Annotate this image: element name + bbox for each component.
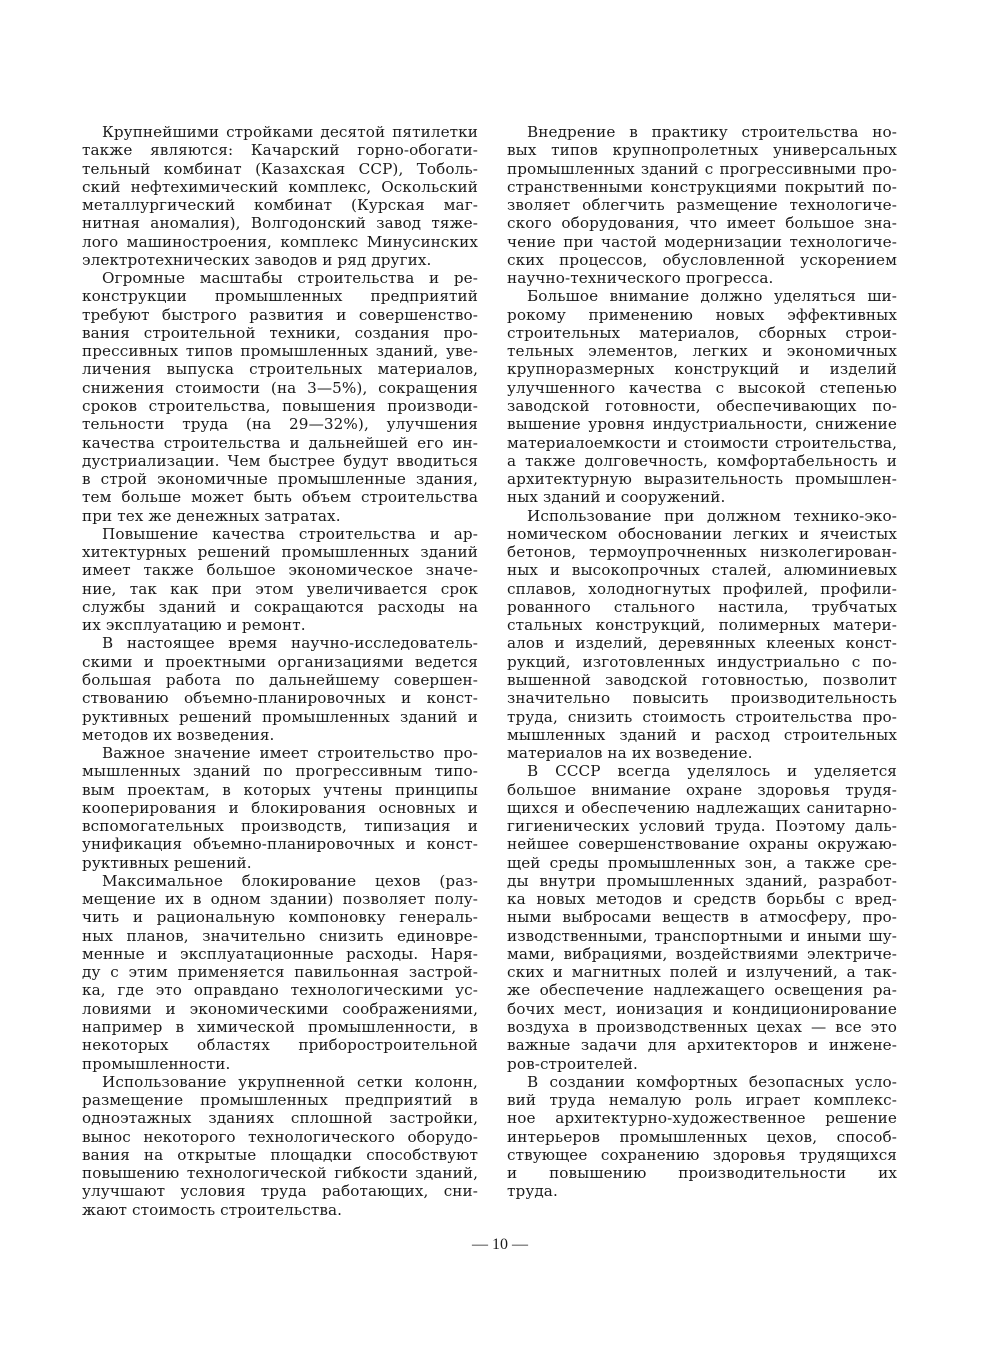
text-line: ловиями и экономическими соображениями,	[82, 999, 478, 1018]
text-line: чить и рациональную компоновку генераль-	[82, 908, 478, 927]
paragraph	[507, 123, 897, 287]
text-line: строительных материалов, сборных строи-	[507, 323, 897, 342]
paragraph	[507, 762, 897, 1073]
text-line: руктивных решений промышленных зданий и	[82, 707, 478, 726]
paragraph	[507, 287, 897, 506]
paragraph	[82, 872, 478, 1073]
text-line: номическом обосновании легких и ячеистых	[507, 524, 897, 543]
text-line: в строй экономичные промышленные здания,	[82, 470, 478, 489]
text-line: Внедрение в практику строительства но-	[527, 123, 897, 141]
text-line: В настоящее время научно-исследователь-	[102, 634, 478, 653]
text-line: же обеспечение надлежащего освещения ра-	[507, 981, 897, 1000]
text-line: менные и эксплуатационные расходы. Наря-	[82, 944, 478, 963]
text-line: архитектурную выразительность промышлен-	[507, 470, 897, 489]
text-line: вспомогательных производств, типизация и	[82, 817, 478, 836]
text-line: ное архитектурно-художественное решение	[507, 1109, 897, 1128]
text-line: также являются: Качарский горно-обогати-	[82, 141, 478, 160]
text-line: рокому применению новых эффективных	[507, 305, 897, 324]
text-line: тельный комбинат (Казахская ССР), Тоболь-	[82, 159, 478, 178]
text-line: качества строительства и дальнейшей его ин-	[82, 433, 478, 452]
text-line: нитная аномалия), Волгодонский завод тяже-	[82, 214, 478, 233]
text-line: гигиенических условий труда. Поэтому даль-	[507, 817, 897, 836]
text-line: воздуха в производственных цехах — все это	[507, 1018, 897, 1037]
page-number: — 10 —	[472, 1236, 528, 1253]
text-line: электротехнических заводов и ряд других.	[82, 250, 432, 269]
text-line: личения выпуска строительных материалов,	[82, 360, 478, 379]
text-line: щихся и обеспечению надлежащих санитарно-	[507, 798, 897, 817]
text-line: службы зданий и сокращаются расходы на	[82, 597, 478, 616]
text-line: тельности труда (на 29—32%), улучшения	[82, 415, 478, 434]
text-line: ду с этим применяется павильонная застрой-	[82, 963, 478, 982]
text-line: ских процессов, обусловленной ускорением	[507, 250, 897, 269]
text-line: тем больше может быть объем строительства	[82, 488, 478, 507]
text-line: ствованию объемно-планировочных и конст-	[82, 689, 478, 708]
text-line: ский нефтехимический комплекс, Оскольский	[82, 177, 478, 196]
text-line: Повышение качества строительства и ар-	[102, 524, 478, 543]
paragraph	[82, 269, 478, 525]
text-line: сплавов, холодногнутых профилей, профили-	[507, 579, 897, 598]
paragraph	[82, 525, 478, 635]
text-line: вынос некоторого технологического оборудо-	[82, 1127, 478, 1146]
text-line: вий труда немалую роль играет комплекс-	[507, 1091, 897, 1110]
text-line: чение при частой модернизации технологиче-	[507, 232, 897, 251]
text-line: при тех же денежных затратах.	[82, 506, 341, 525]
text-line: размещение промышленных предприятий в	[82, 1091, 478, 1110]
text-line: их эксплуатацию и ремонт.	[82, 616, 306, 635]
text-line: промышленных зданий с прогрессивными про-	[507, 159, 897, 178]
text-line: например в химической промышленности, в	[82, 1018, 478, 1037]
text-line: научно-технического прогресса.	[507, 269, 774, 288]
text-line: ние, так как при этом увеличивается срок	[82, 579, 478, 598]
text-line: ского оборудования, что имеет большое зна-	[507, 214, 897, 233]
text-line: щей среды промышленных зон, а также сре-	[507, 853, 897, 872]
text-line: заводской готовности, обеспечивающих по-	[507, 396, 897, 415]
text-line: конструкции промышленных предприятий	[82, 287, 478, 306]
text-line: мещение их в одном здании) позволяет полу-	[82, 890, 478, 909]
text-line: большая работа по дальнейшему совершен-	[82, 670, 478, 689]
text-line: ров-строителей.	[507, 1054, 638, 1073]
text-line: материалов на их возведение.	[507, 744, 753, 763]
text-line: вания на открытые площадки способствуют	[82, 1145, 478, 1164]
text-line: лого машиностроения, комплекс Минусинских	[82, 232, 478, 251]
text-line: имеет также большое экономическое значе-	[82, 561, 478, 580]
text-line: ных планов, значительно снизить единовре-	[82, 926, 478, 945]
text-line: Важное значение имеет строительство про-	[102, 744, 478, 763]
text-line: странственными конструкциями покрытий по-	[507, 177, 897, 196]
text-line: ка, где это оправдано технологическими ус-	[82, 981, 478, 1000]
text-line: ствующее сохранению здоровья трудящихся	[507, 1145, 897, 1164]
text-line: Использование укрупненной сетки колонн,	[102, 1072, 478, 1091]
paragraph	[82, 123, 478, 269]
text-line: сроков строительства, повышения производи-	[82, 396, 478, 415]
text-line: Крупнейшими стройками десятой пятилетки	[102, 123, 478, 141]
text-line: металлургический комбинат (Курская маг-	[82, 196, 478, 215]
text-line: Большое внимание должно уделяться ши-	[527, 287, 897, 306]
text-line: зволяет облегчить размещение технологиче-	[507, 196, 897, 215]
text-line: труда, снизить стоимость строительства про-	[507, 707, 897, 726]
text-line: бетонов, термоупрочненных низколегирован-	[507, 543, 897, 562]
text-line: интерьеров промышленных цехов, способ-	[507, 1127, 897, 1146]
text-line: руктивных решений.	[82, 853, 252, 872]
paragraph	[507, 507, 897, 763]
text-line: требуют быстрого развития и совершенство-	[82, 305, 478, 324]
text-line: значительно повысить производительность	[507, 689, 897, 708]
text-line: прессивных типов промышленных зданий, уве-	[82, 342, 478, 361]
text-line: бочих мест, ионизация и кондиционирование	[507, 999, 897, 1018]
text-line: ских и магнитных полей и излучений, а так-	[507, 963, 897, 982]
text-line: ных зданий и сооружений.	[507, 488, 726, 507]
paragraph	[82, 744, 478, 872]
text-line: промышленности.	[82, 1054, 231, 1073]
text-line: труда.	[507, 1182, 558, 1201]
text-line: унификация объемно-планировочных и конст-	[82, 835, 478, 854]
text-line: скими и проектными организациями ведется	[82, 652, 478, 671]
right-column	[507, 123, 897, 1201]
text-line: Максимальное блокирование цехов (раз-	[102, 871, 478, 890]
text-line: алов и изделий, деревянных клееных конст-	[507, 634, 897, 653]
text-line: Огромные масштабы строительства и ре-	[102, 269, 478, 288]
text-line: улучшенного качества с высокой степенью	[507, 378, 897, 397]
text-line: вым проектам, в которых учтены принципы	[82, 780, 478, 799]
text-line: мышленных зданий по прогрессивным типо-	[82, 762, 478, 781]
text-line: дустриализации. Чем быстрее будут вводиться	[82, 451, 478, 470]
text-line: и повышению производительности их	[507, 1164, 897, 1183]
text-line: ных и высокопрочных сталей, алюминиевых	[507, 561, 897, 580]
text-line: методов их возведения.	[82, 725, 275, 744]
text-line: Использование при должном технико-эко-	[527, 506, 897, 525]
text-line: ными выбросами веществ в атмосферу, про-	[507, 908, 897, 927]
text-line: а также долговечность, комфортабельность и	[507, 451, 897, 470]
text-line: снижения стоимости (на 3—5%), сокращения	[82, 378, 478, 397]
text-line: улучшают условия труда работающих, сни-	[82, 1182, 478, 1201]
text-line: стальных конструкций, полимерных матери-	[507, 616, 897, 635]
text-line: вания строительной техники, создания про-	[82, 323, 478, 342]
text-line: большое внимание охране здоровья трудя-	[507, 780, 897, 799]
text-line: крупноразмерных конструкций и изделий	[507, 360, 897, 379]
paragraph	[507, 1073, 897, 1201]
text-line: вышение уровня индустриальности, снижение	[507, 415, 897, 434]
text-line: В создании комфортных безопасных усло-	[527, 1072, 897, 1091]
text-line: мышленных зданий и расход строительных	[507, 725, 897, 744]
text-line: ды внутри промышленных зданий, разработ-	[507, 871, 897, 890]
text-line: тельных элементов, легких и экономичных	[507, 342, 897, 361]
text-line: кооперирования и блокирования основных и	[82, 798, 478, 817]
left-column	[82, 123, 478, 1219]
paragraph	[82, 634, 478, 744]
text-line: важные задачи для архитекторов и инжене-	[507, 1036, 897, 1055]
text-line: материалоемкости и стоимости строительства,	[507, 433, 897, 452]
paragraph	[82, 1073, 478, 1219]
text-line: рукций, изготовленных индустриально с по-	[507, 652, 897, 671]
text-line: некоторых областях приборостроительной	[82, 1036, 478, 1055]
text-line: мами, вибрациями, воздействиями электриче-	[507, 944, 897, 963]
text-line: рованного стального настила, трубчатых	[507, 597, 897, 616]
text-line: повышению технологической гибкости зданий,	[82, 1164, 478, 1183]
text-line: изводственными, транспортными и иными шу-	[507, 926, 897, 945]
text-line: жают стоимость строительства.	[82, 1200, 343, 1219]
text-line: вышенной заводской готовностью, позволит	[507, 670, 897, 689]
text-line: вых типов крупнопролетных универсальных	[507, 141, 897, 160]
text-line: хитектурных решений промышленных зданий	[82, 543, 478, 562]
text-line: В СССР всегда уделялось и уделяется	[527, 762, 897, 781]
text-line: одноэтажных зданиях сплошной застройки,	[82, 1109, 478, 1128]
text-line: ка новых методов и средств борьбы с вред-	[507, 890, 897, 909]
text-line: нейшее совершенствование охраны окружаю-	[507, 835, 897, 854]
